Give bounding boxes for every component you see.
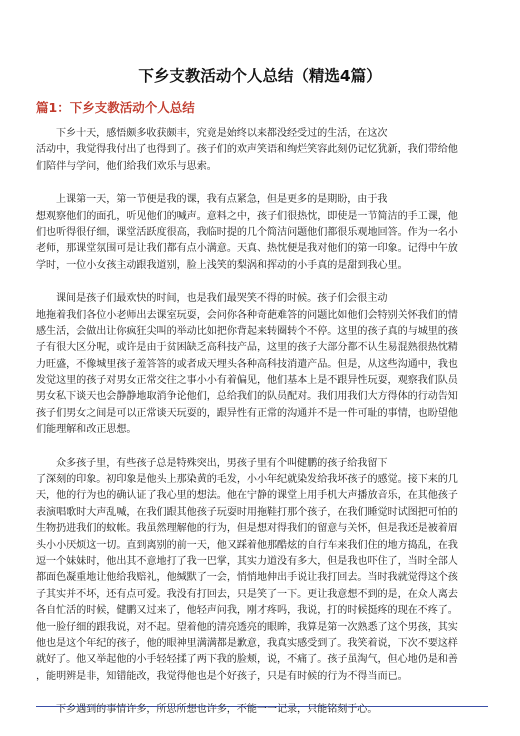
paragraph-line: 下乡遇到的事情许多，所思所想也许多，不能一一记录，只能铭刻于心。 [56, 704, 378, 716]
document-title: 下乡支教活动个人总结（精选4篇） [138, 67, 382, 85]
paragraph-line: 就好了。他又举起他的小手轻轻揉了两下我的脸颊，说，不痛了。孩子虽淘气，但心地仍是和善 [36, 654, 458, 666]
paragraph-line: 地拖着我们各位小老师出去课室玩耍，会问你各种奇葩难答的问题比如他们会特别关怀我们的情 [36, 309, 458, 321]
paragraph [36, 126, 488, 175]
paragraph-line: 生物扔进我们的蚊帐。我虽然理解他的行为，但是想对得我们的留意与关怀，但是我还是被着眉 [36, 523, 458, 535]
paragraph [36, 192, 488, 274]
paragraph-line: 力旺盛，不像城里孩子羞答答的或者成天埋头各种高科技消遣产品。但是，从这些沟通中，我也 [36, 358, 458, 370]
document-body [36, 126, 488, 736]
paragraph-line: 众多孩子里，有些孩子总是特殊突出，男孩子里有个叫健鹏的孩子给我留下 [56, 457, 388, 469]
paragraph-line: 感生活，会做出让你疯狂尖叫的举动比如把你背起来转圈转个不停。这里的孩子真的与城里的孩 [36, 325, 458, 337]
paragraph-line: 各自忙活的时候，健鹏又过来了，他轻声问我，刚才疼吗，我说，打的时候挺疼的现在不疼了。 [36, 605, 458, 617]
paragraph-line: 下乡十天，感悟颇多收获颇丰，究竟是始终以来都没经受过的生活，在这次 [56, 128, 388, 139]
paragraph-line: 们能理解和改正思想。 [36, 424, 137, 436]
paragraph [36, 291, 488, 439]
paragraph-line: 学时，一位小女孩主动跟我道别，脸上浅笑的梨涡和挥动的小手真的是甜到我心里。 [36, 259, 408, 271]
section-heading: 篇1：下乡支教活动个人总结 [36, 100, 195, 115]
paragraph-line: 发觉这里的孩子对男女正常交往之事小小有着偏见，他们基本上是不跟异性玩耍，观察我们队员 [36, 375, 458, 387]
paragraph-line: 子有很大区分呢，或许是由于贫困缺乏高科技产品，这里的孩子大部分都不认生易混熟很热忱精 [36, 342, 458, 354]
paragraph-line: 头小小厌烦这一切。直到离别的前一天，他又踩着他那酷炫的自行车来我们住的地方捣乱，在我 [36, 539, 458, 551]
paragraph-line: 们也听得很仔细，课堂活跃度很高，我临时提的几个简洁问题他们都很乐观地回答。作为一名小 [36, 226, 458, 238]
paragraph-line: 子其实并不坏，还有点可爱。我没有打回去，只是笑了一下。更让我意想不到的是，在众人离去 [36, 588, 458, 600]
paragraph-line: 男女私下谈天也会静静地取消争论他们，总给我们的队员配对。我们用我们大方得体的行动告知 [36, 391, 458, 403]
paragraph-line: 课间是孩子们最欢快的时间，也是我们最哭笑不得的时候。孩子们会很主动 [56, 293, 388, 305]
paragraph [36, 702, 488, 718]
paragraph-line: 逗一个妹妹时，他出其不意地打了我一巴掌，其实力道没有多大，但是我也吓住了，当时全部人 [36, 555, 458, 567]
paragraph-line: 天，他的行为也的确认证了我心里的想法。他在宁静的课堂上用手机大声播放音乐，在其他孩子 [36, 490, 458, 502]
paragraph-line: 想观察他们的面孔，听见他们的喊声。意料之中，孩子们很热忱，即使是一节简洁的手工课，他 [36, 210, 458, 222]
paragraph-line: 活动中，我觉得我付出了也得到了。孩子们的欢声笑语和绚烂笑容此刻仍记忆犹新，我们带给他 [36, 144, 458, 156]
paragraph-line: 他也是这个年纪的孩子，他的眼神里满满都是歉意，我真实感受到了。我笑着说，下次不要这样 [36, 637, 458, 649]
paragraph-line: 老师，那课堂氛围可是让我们都有点小满意。天真、热忱便是我对他们的第一印象。记得中午放 [36, 243, 458, 255]
paragraph-line: 孩子们男女之间是可以正常谈天玩耍的，跟异性有正常的沟通并不是一件可耻的事情，也盼望他 [36, 407, 458, 419]
paragraph [36, 456, 488, 685]
paragraph-line: 都面色凝重地让他给我赔礼，他缄默了一会，悄悄地伸出手说让我打回去。当时我就觉得这个孩 [36, 572, 458, 584]
footer-divider [36, 706, 488, 707]
paragraph-line: 们陪伴与学问，他们给我们欢乐与思索。 [36, 160, 217, 172]
paragraph-line: 了深刻的印象。初印象是他头上那染黄的毛发，小小年纪就染发给我坏孩子的感觉。接下来的几 [36, 474, 458, 486]
paragraph-line: 上课第一天，第一节便是我的课，我有点紧急，但是更多的是期盼，由于我 [56, 194, 388, 206]
paragraph-line: 表演唱歌时大声乱喊，在我们跟其他孩子玩耍时用拖鞋打那个孩子，在我们睡觉时试图把可怕的 [36, 506, 458, 518]
paragraph-line: ，能明辨是非，知错能改，我觉得他也是个好孩子，只是有时候的行为不得当而已。 [36, 670, 408, 682]
paragraph-line: 他一脸仔细的跟我说，对不起。望着他的清亮透亮的眼眸，我算是第一次熟悉了这个男孩，其实 [36, 621, 458, 633]
